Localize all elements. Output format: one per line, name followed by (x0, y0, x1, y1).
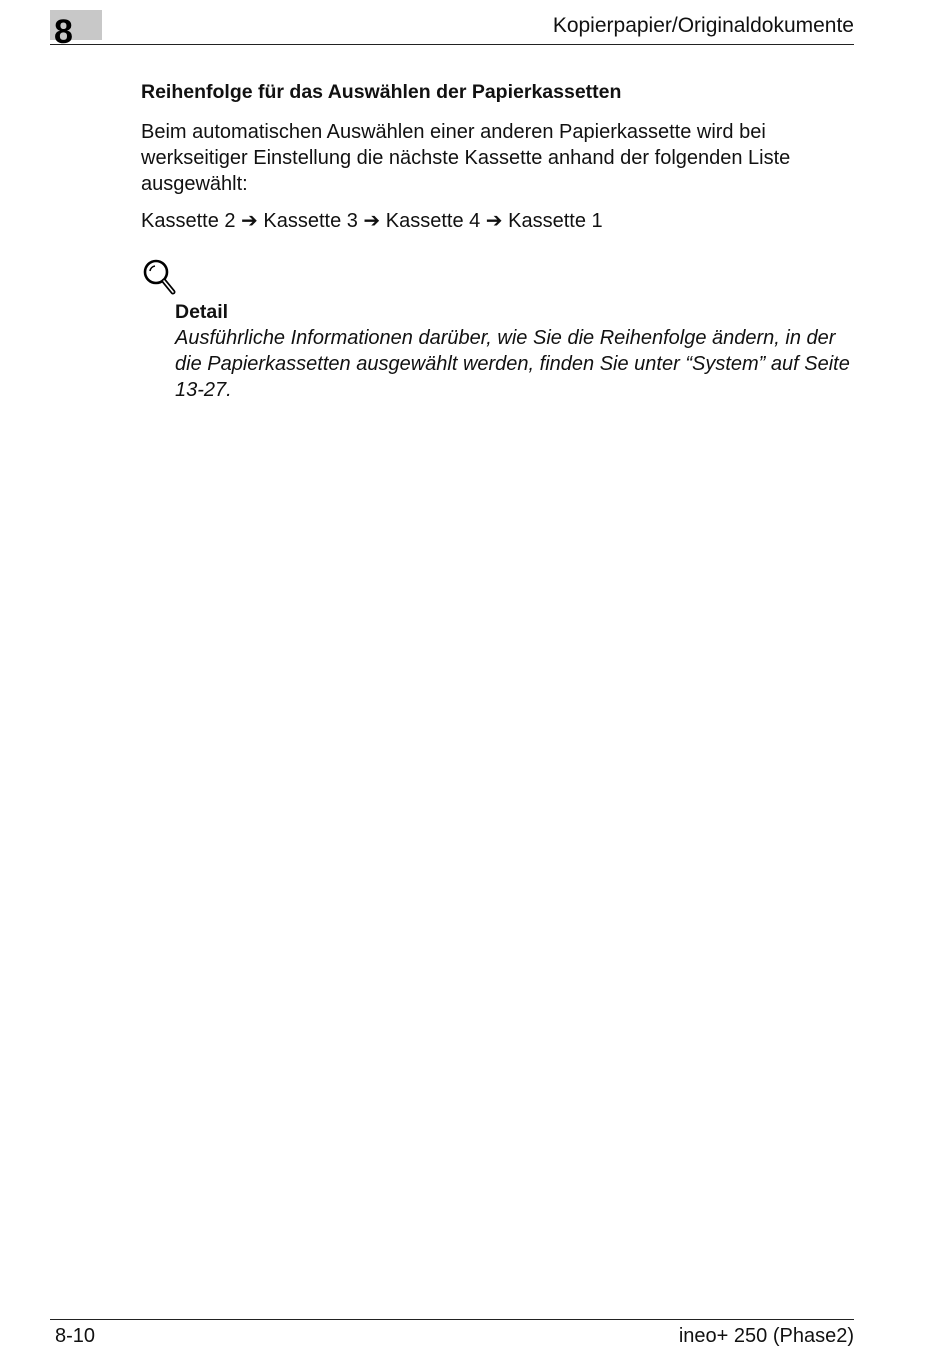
magnifier-icon (142, 258, 178, 296)
section-heading: Reihenfolge für das Auswählen der Papierkassetten (141, 81, 622, 103)
note-label: Detail (175, 301, 229, 323)
page-number: 8-10 (55, 1325, 96, 1347)
running-title: Kopierpapier/Originaldokumente (552, 14, 854, 37)
cassette-sequence: Kassette 2 ➔ Kassette 3 ➔ Kassette 4 ➔ Kassette 1 (141, 210, 603, 232)
body-paragraph: Beim automatischen Auswählen einer anderen Papierkassette wird bei werkseitiger Einstellung die nächste Kassette anhand der folgenden Liste ausgewählt: (141, 121, 791, 195)
chapter-number: 8 (54, 13, 73, 51)
footer-rule (50, 1319, 854, 1320)
product-name: ineo+ 250 (Phase2) (678, 1325, 854, 1347)
note-text: Ausführliche Informationen darüber, wie Sie die Reihenfolge ändern, in der die Papierkassetten ausgewählt werden, finden Sie unter “System” auf Seite 13-27. (175, 327, 850, 401)
header-rule (50, 44, 854, 45)
